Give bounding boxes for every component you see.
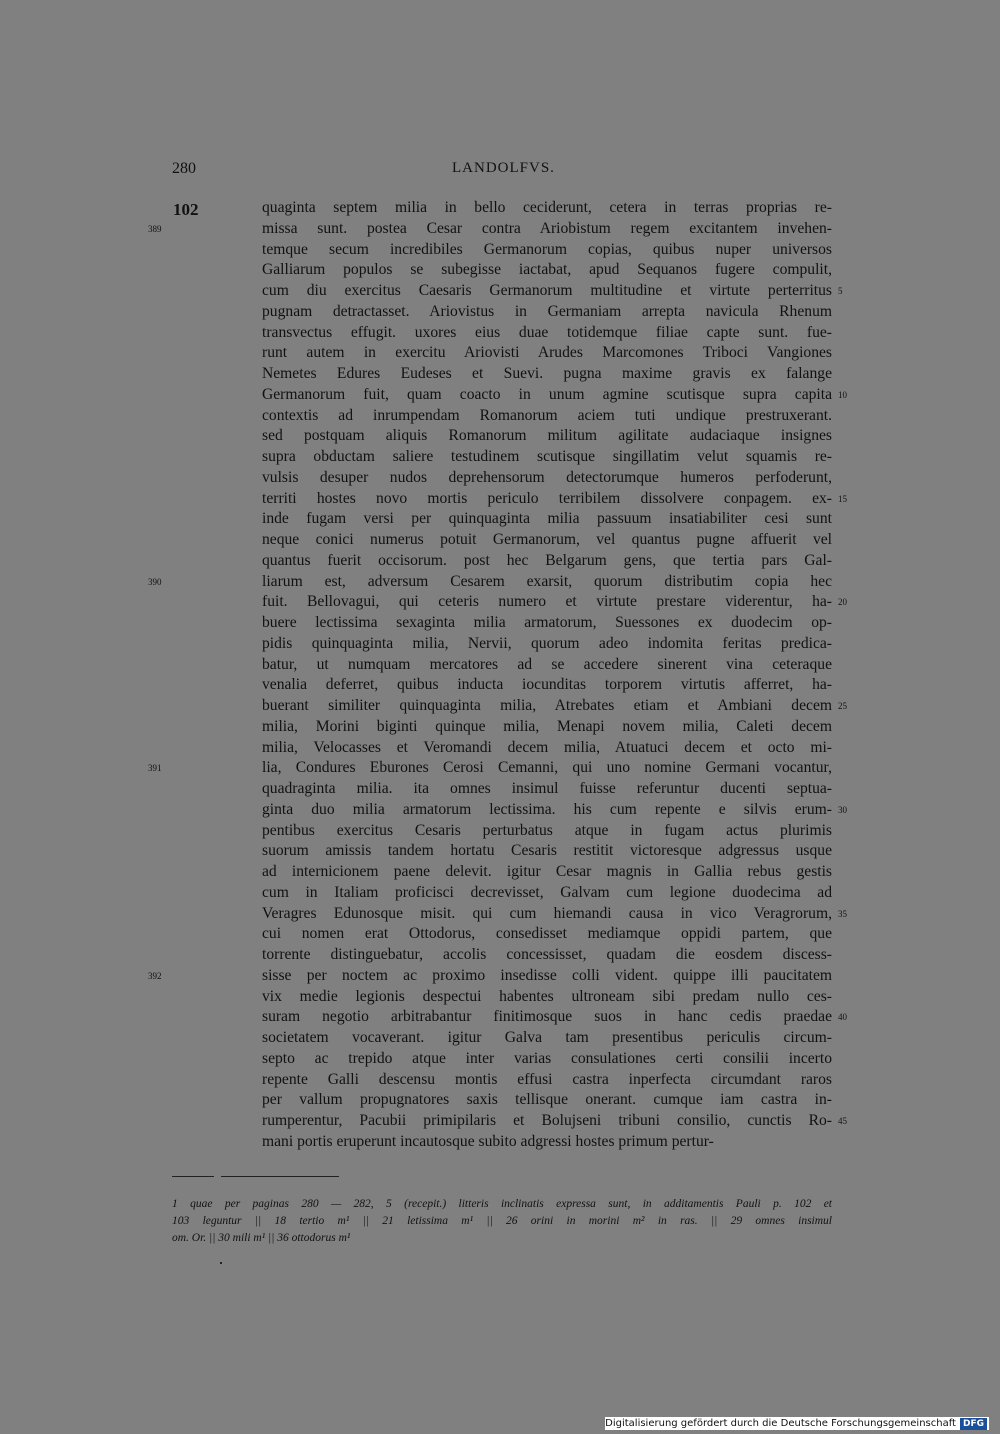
text-line: quadraginta milia. ita omnes insimul fuisse referuntur ducenti septua- — [262, 780, 832, 797]
text-line: ginta duo milia armatorum lectissima. his cum repente e silvis erum- — [262, 800, 832, 818]
line-number: 20 — [838, 597, 847, 608]
footnote-line: 103 leguntur || 18 tertio m¹ || 21 letissima m¹ || 26 orini in morini m² in ras. || 29 omnes insimul — [172, 1215, 832, 1227]
text-line: liarum est, adversum Cesarem exarsit, quorum distributim copia hec — [262, 572, 832, 590]
text-line: vulsis desuper nudos deprehensorum detectorumque humeros perfoderunt, — [262, 468, 832, 486]
text-line: cum diu exercitus Caesaris Germanorum multitudine et virtute perterritus — [262, 282, 832, 299]
text-line: venalia deferret, quibus inducta iocunditas torporem virtutis afferret, ha- — [262, 676, 832, 694]
footnote-line: om. Or. || 30 mili m¹ || 36 ottodorus m¹ — [172, 1232, 351, 1244]
text-line: buerant similiter quinquaginta milia, Atrebates etiam et Ambiani decem — [262, 697, 832, 714]
line-number: 5 — [838, 286, 843, 296]
text-line: quantus fuerit occisorum. post hec Belgarum gens, que tertia pars Gal- — [262, 551, 832, 569]
text-line: Veragres Edunosque misit. qui cum hiemandi causa in vico Veragrorum, — [262, 904, 832, 922]
text-line: rumperentur, Pacubii primipilaris et Bolujseni tribuni consilio, cunctis Ro- — [262, 1112, 832, 1129]
line-number: 30 — [838, 804, 847, 815]
speck — [220, 1262, 222, 1264]
text-line: vix medie legionis despectui habentes ultroneam sibi predam nullo ces- — [262, 987, 832, 1005]
margin-page-reference: 389 — [148, 223, 162, 234]
text-line: septo ac trepido atque inter varias consulationes certi consilii incerto — [262, 1049, 832, 1067]
line-number: 10 — [838, 389, 847, 400]
line-number: 40 — [838, 1012, 847, 1023]
margin-page-reference: 391 — [148, 763, 162, 774]
text-line: batur, ut numquam mercatores ad se accedere sinerent vina ceteraque — [262, 655, 832, 673]
margin-page-reference: 390 — [148, 576, 162, 587]
text-line: temque secum incredibiles Germanorum copias, quibus nuper universos — [262, 240, 832, 258]
footnotes — [172, 1196, 832, 1247]
text-line: territi hostes novo mortis periculo terribilem dissolvere conpagem. ex- — [262, 489, 832, 507]
text-line: pentibus exercitus Cesaris perturbatus atque in fugam actus plurimis — [262, 821, 832, 839]
text-line: supra obductam saliere testudinem scutisque singillatim velut squamis re- — [262, 448, 832, 465]
line-number: 45 — [838, 1116, 847, 1126]
text-line: sisse per noctem ac proximo insedisse colli vident. quippe illi paucitatem — [262, 966, 832, 984]
text-line: lia, Condures Eburones Cerosi Cemanni, qui uno nomine Germani vocantur, — [262, 759, 832, 777]
text-line: sed postquam aliquis Romanorum militum agilitate audaciaque insignes — [262, 427, 832, 445]
text-line: missa sunt. postea Cesar contra Ariobistum regem excitantem invehen- — [262, 219, 832, 237]
line-number: 35 — [838, 908, 847, 919]
text-line: fuit. Bellovagui, qui ceteris numero et virtute prestare viderentur, ha- — [262, 593, 832, 611]
dfg-logo: DFG — [960, 1418, 987, 1430]
text-line: pidis quinquaginta milia, Nervii, quorum adeo indomita feritas predica- — [262, 634, 832, 652]
text-line: societatem vocaverant. igitur Galva tam presentibus periculis circum- — [262, 1029, 832, 1046]
text-line: Nemetes Edures Eudeses et Suevi. pugna maxime gravis ex falange — [262, 365, 832, 382]
footnote-line: 1 quae per paginas 280 — 282, 5 (recepit.) litteris inclinatis expressa sunt, in additamentis Pauli p. 102 et — [172, 1198, 832, 1210]
text-line: ad internicionem paene delevit. igitur Cesar magnis in Gallia rebus gestis — [262, 863, 832, 880]
text-line: mani portis eruperunt incautosque subito adgressi hostes primum pertur- — [262, 1132, 714, 1150]
text-line: quaginta septem milia in bello ceciderunt, cetera in terras proprias re- — [262, 199, 832, 216]
text-line: cui nomen erat Ottodorus, consedisset mediamque oppidi partem, que — [262, 925, 832, 943]
footnote-rule — [221, 1176, 339, 1177]
text-line: suorum amissis tandem hortatu Cesaris restitit victoresque adgressus usque — [262, 842, 832, 860]
text-line: per vallum propugnatores saxis tellisque onerant. cumque iam castra in- — [262, 1091, 832, 1109]
running-head: LANDOLFVS. — [452, 160, 555, 176]
main-text — [262, 198, 832, 1153]
footer-text: Digitalisierung gefördert durch die Deutsche Forschungsgemeinschaft — [605, 1418, 956, 1429]
text-line: Galliarum populos se subegisse iactabat, apud Sequanos fugere compulit, — [262, 261, 832, 279]
text-line: transvectus effugit. uxores eius duae totidemque filiae capte sunt. fue- — [262, 323, 832, 341]
text-line: inde fugam versi per quinquaginta milia passuum insatiabiliter cesi sunt — [262, 510, 832, 528]
footnote-rule — [172, 1176, 214, 1177]
text-line: cum in Italiam proficisci decrevisset, Galvam cum legione duodecima ad — [262, 883, 832, 901]
chapter-number: 102 — [173, 200, 199, 219]
text-line: buere lectissima sexaginta milia armatorum, Suessones ex duodecim op- — [262, 614, 832, 631]
text-line: pugnam detractasset. Ariovistus in Germaniam arrepta navicula Rhenum — [262, 302, 832, 320]
text-line: milia, Velocasses et Veromandi decem milia, Atuatuci decem et octo mi- — [262, 738, 832, 756]
text-line: contextis ad inrumpendam Romanorum aciem tuti undique prestruxerant. — [262, 406, 832, 424]
page-number: 280 — [172, 160, 196, 177]
text-line: torrente distinguebatur, accolis concessisset, quadam die eosdem discess- — [262, 946, 832, 963]
line-number: 15 — [838, 493, 847, 504]
text-line: suram negotio arbitrabantur finitimosque suos in hanc cedis praedae — [262, 1008, 832, 1026]
text-line: Germanorum fuit, quam coacto in unum agmine scutisque supra capita — [262, 385, 832, 403]
text-line: repente Galli descensu montis effusi castra inperfecta circumdant raros — [262, 1070, 832, 1088]
text-line: runt autem in exercitu Ariovisti Arudes Marcomones Triboci Vangiones — [262, 344, 832, 362]
footer-banner — [605, 1417, 989, 1430]
text-line: neque conici numerus potuit Germanorum, vel quantus pugne affuerit vel — [262, 531, 832, 548]
margin-page-reference: 392 — [148, 970, 162, 981]
text-line: milia, Morini biginti quinque milia, Menapi novem milia, Caleti decem — [262, 717, 832, 735]
line-number: 25 — [838, 701, 847, 711]
